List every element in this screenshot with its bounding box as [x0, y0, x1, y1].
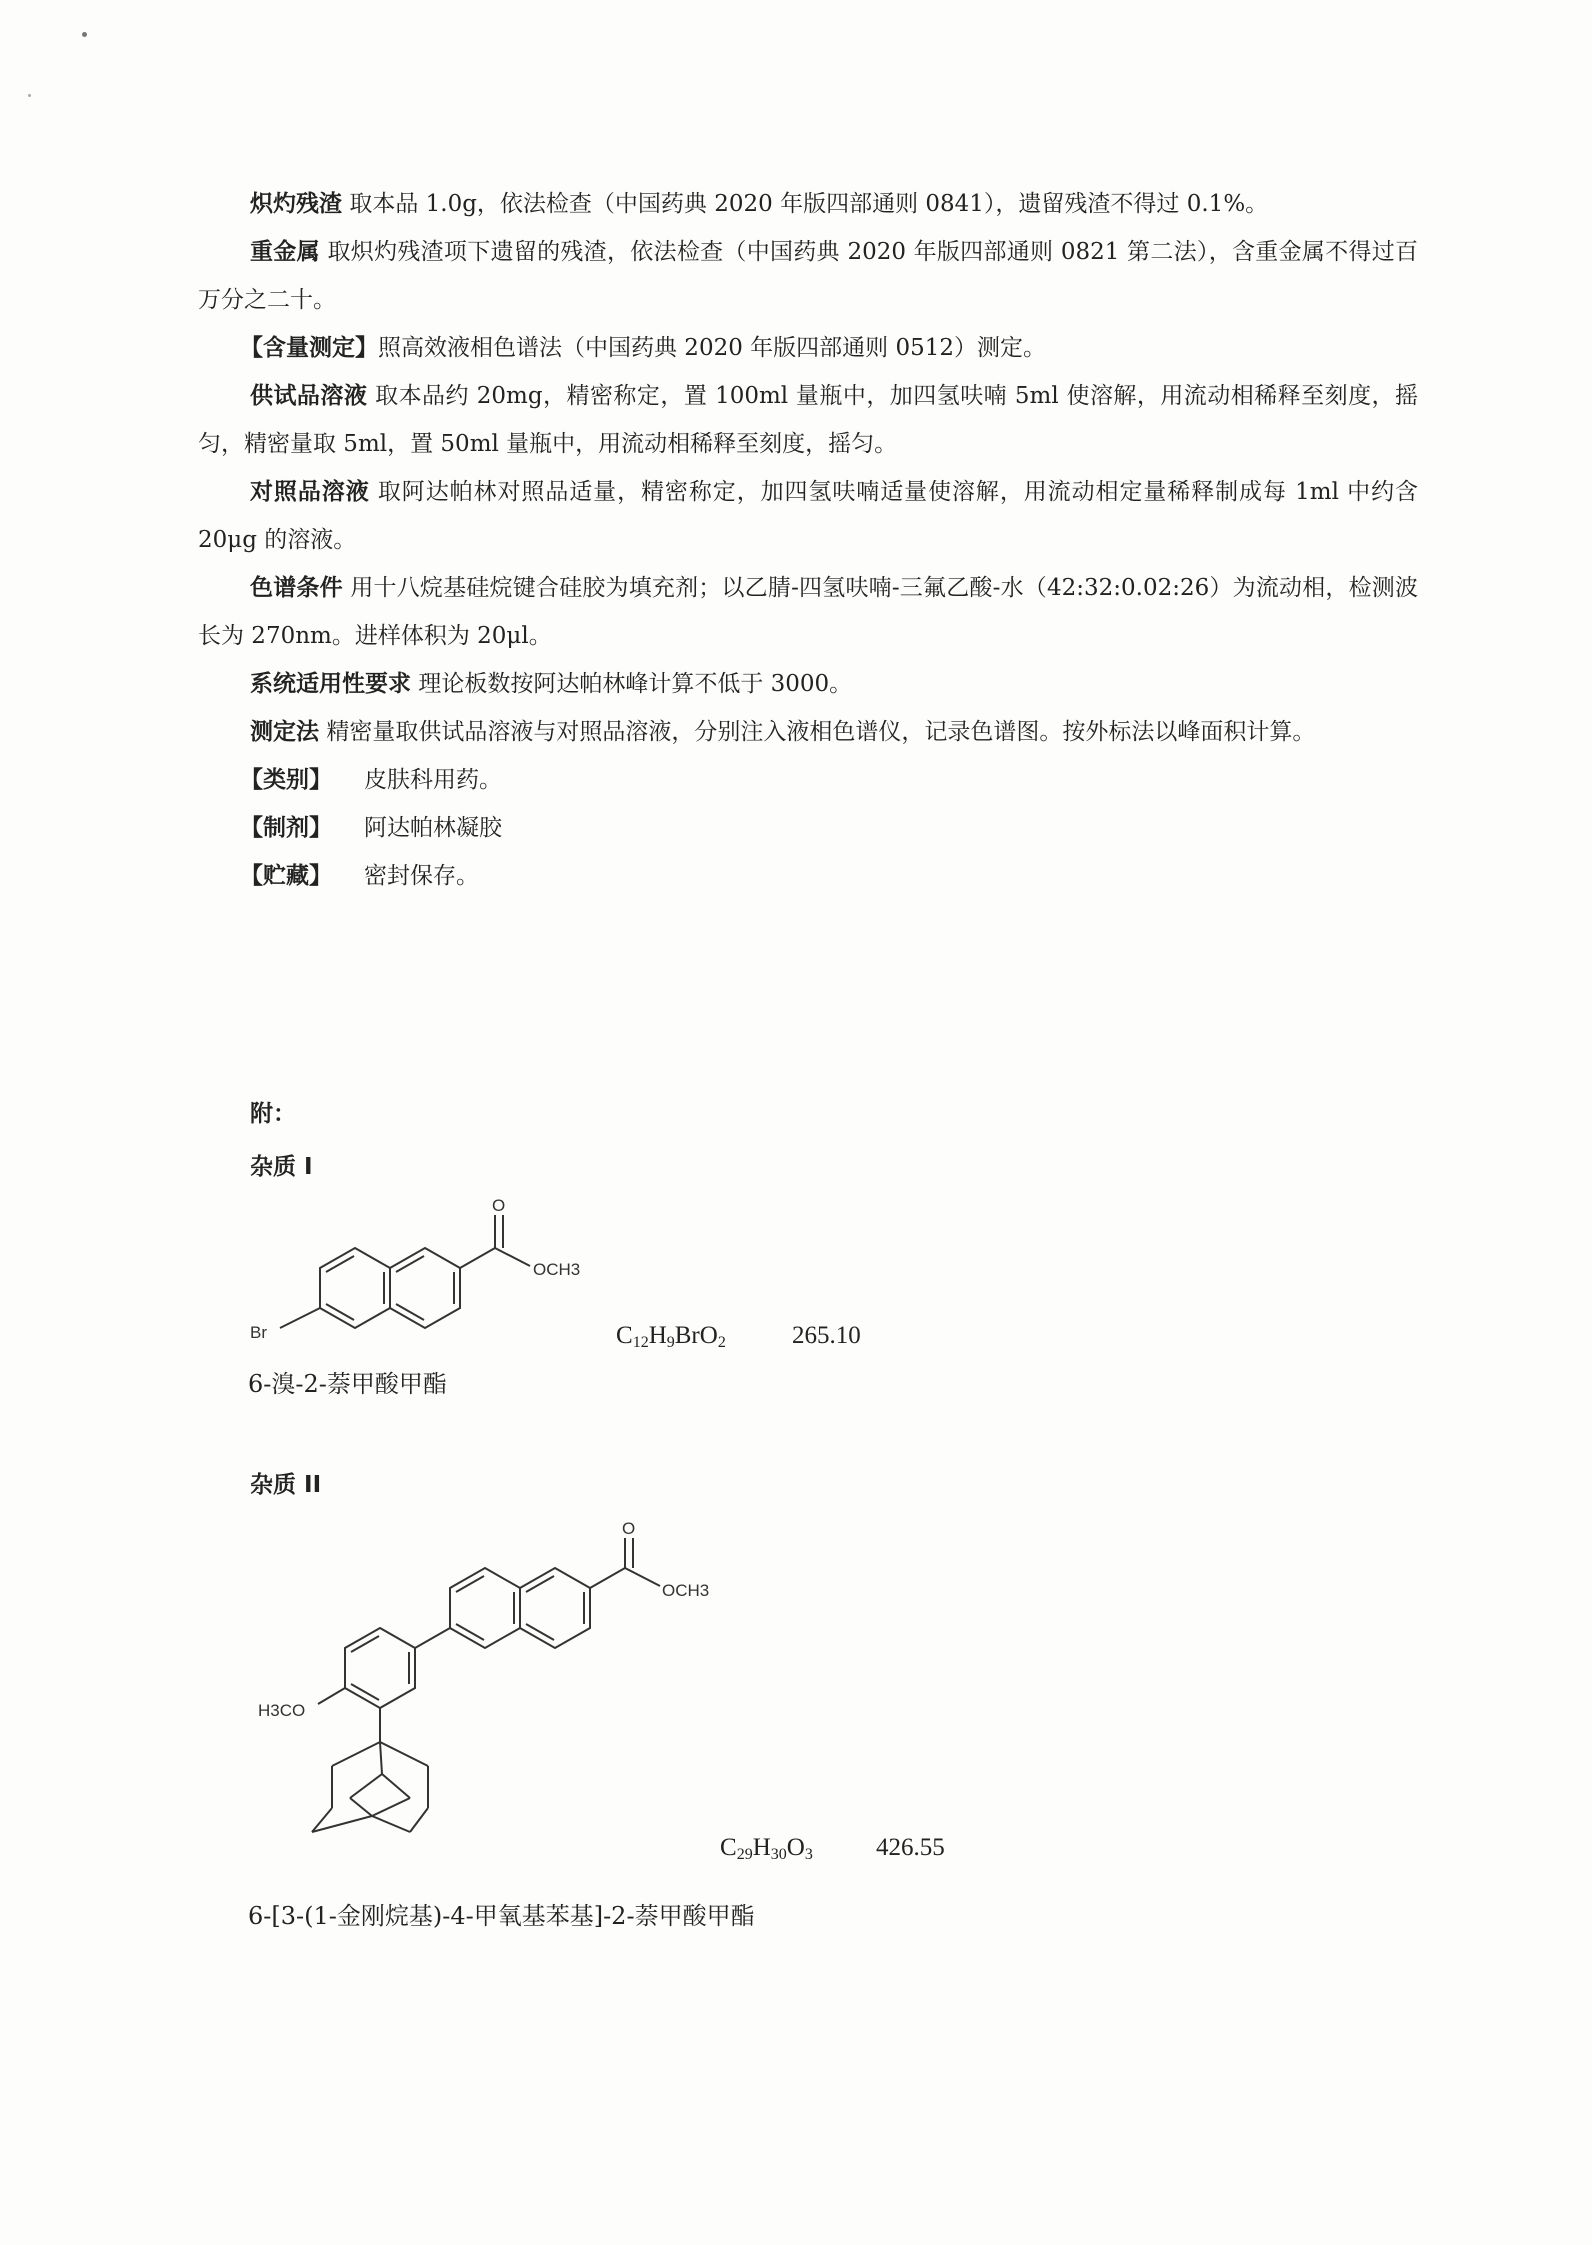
- appendix-label: 附：: [250, 1101, 296, 1127]
- atom-o: O: [622, 1519, 636, 1538]
- paragraph-chromatographic-conditions: 色谱条件 用十八烷基硅烷键合硅胶为填充剂；以乙腈-四氢呋喃-三氟乙酸-水（42:32:0.02:26）为流动相，检测波长为 270nm。进样体积为 20μl。: [198, 575, 1419, 649]
- paragraph-assay: 【含量测定】照高效液相色谱法（中国药典 2020 年版四部通则 0512）测定。: [240, 335, 1046, 361]
- atom-och3: OCH3: [533, 1260, 581, 1279]
- paragraph-reference-solution: 对照品溶液 取阿达帕林对照品适量，精密称定，加四氢呋喃适量使溶解，用流动相定量稀释制成每 1ml 中约含 20μg 的溶液。: [198, 479, 1419, 553]
- paragraph-test-solution: 供试品溶液 取本品约 20mg，精密称定，置 100ml 量瓶中，加四氢呋喃 5ml 使溶解，用流动相稀释至刻度，摇匀，精密量取 5ml，置 50ml 量瓶中，用流动相稀释至刻度，摇匀。: [198, 383, 1419, 457]
- scan-speck: [82, 32, 87, 37]
- paragraph-heavy-metals: 重金属 取炽灼残渣项下遗留的残渣，依法检查（中国药典 2020 年版四部通则 0821 第二法），含重金属不得过百万分之二十。: [198, 239, 1419, 313]
- section-storage: 【贮藏】 密封保存。: [240, 863, 479, 889]
- impurity-2-structure: [240, 1510, 760, 1850]
- paragraph-system-suitability: 系统适用性要求 理论板数按阿达帕林峰计算不低于 3000。: [250, 671, 853, 697]
- atom-o: O: [492, 1196, 506, 1215]
- impurity-1-structure: [240, 1190, 600, 1360]
- document-body: [198, 180, 1418, 900]
- impurity-2-molecular-weight: 426.55: [876, 1834, 945, 1861]
- impurity-2-formula: $C_{29}H_{30}O_3$: [720, 1834, 813, 1863]
- impurity-2-name: 6-[3-(1-金刚烷基)-4-甲氧基苯基]-2-萘甲酸甲酯: [248, 1902, 755, 1930]
- section-category: 【类别】 皮肤科用药。: [240, 767, 502, 793]
- atom-h3co: H3CO: [258, 1701, 306, 1720]
- impurity-1-name: 6-溴-2-萘甲酸甲酯: [248, 1370, 447, 1398]
- atom-och3: OCH3: [662, 1581, 710, 1600]
- section-preparation: 【制剂】 阿达帕林凝胶: [240, 815, 502, 841]
- paragraph-residue-on-ignition: 炽灼残渣 取本品 1.0g，依法检查（中国药典 2020 年版四部通则 0841），遗留残渣不得过 0.1%。: [250, 191, 1269, 217]
- impurity-1-formula: $C_{12}H_9BrO_2$: [616, 1322, 726, 1351]
- paragraph-procedure: 测定法 精密量取供试品溶液与对照品溶液，分别注入液相色谱仪，记录色谱图。按外标法以峰面积计算。: [250, 719, 1316, 745]
- impurity-1-label: 杂质 I: [250, 1154, 313, 1180]
- impurity-1-molecular-weight: 265.10: [792, 1322, 861, 1349]
- atom-br: Br: [250, 1323, 267, 1342]
- impurity-2-label: 杂质 II: [250, 1472, 322, 1498]
- scan-speck: [28, 94, 31, 97]
